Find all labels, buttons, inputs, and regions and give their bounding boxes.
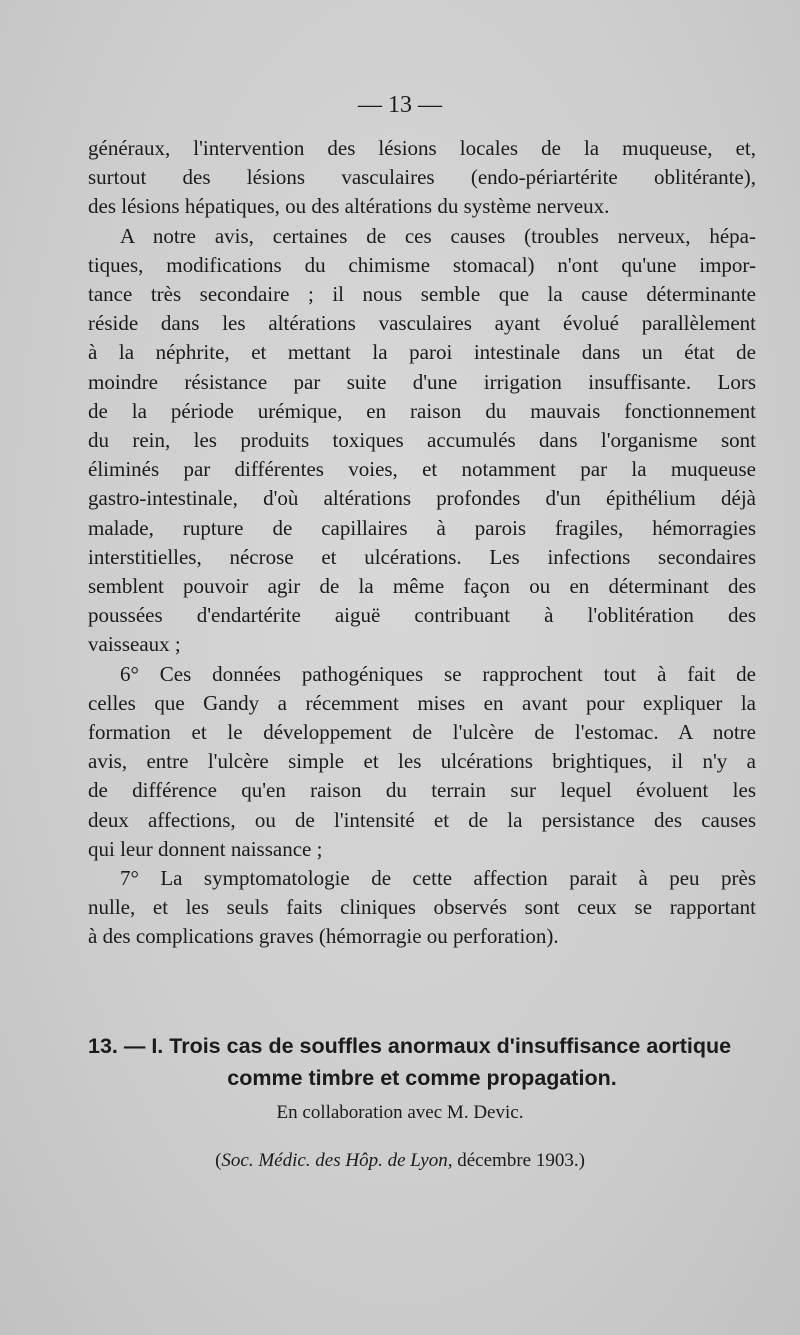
text-line: des lésions hépatiques, ou des altérations du système nerveux. (88, 194, 610, 219)
page-number: — 13 — (358, 92, 442, 118)
text-line: de différence qu'en raison du terrain sur lequel évoluent les (88, 778, 756, 803)
text-line: avis, entre l'ulcère simple et les ulcérations brightiques, il n'y a (88, 749, 756, 774)
text-line: semblent pouvoir agir de la même façon ou en déterminant des (88, 574, 756, 599)
section-heading-line-1: 13. — I. Trois cas de souffles anormaux d'insuffisance aortique (88, 1034, 732, 1058)
text-line: formation et le développement de l'ulcère de l'estomac. A notre (88, 720, 756, 745)
text-line: celles que Gandy a récemment mises en avant pour expliquer la (88, 690, 756, 715)
text-line: 7° La symptomatologie de cette affection parait à peu près (120, 866, 756, 891)
text-line: vaisseaux ; (88, 632, 181, 657)
text-line: interstitielles, nécrose et ulcérations. Les infections secondaires (88, 544, 756, 569)
text-line: poussées d'endartérite aiguë contribuant à l'oblitération des (88, 603, 756, 628)
section-heading-line-2: comme timbre et comme propagation. (227, 1066, 617, 1090)
text-line: à la néphrite, et mettant la paroi intestinale dans un état de (88, 340, 756, 365)
text-line: tiques, modifications du chimisme stomacal) n'ont qu'une impor- (88, 252, 756, 277)
text-line: réside dans les altérations vasculaires ayant évolué parallèlement (88, 311, 756, 336)
text-line: éliminés par différentes voies, et notamment par la muqueuse (88, 457, 756, 482)
citation-journal: Soc. Médic. des Hôp. de Lyon, (221, 1150, 453, 1171)
text-line: deux affections, ou de l'intensité et de la persistance des causes (88, 807, 756, 832)
text-line: 6° Ces données pathogéniques se rapprochent tout à fait de (120, 661, 756, 686)
section-heading (88, 1030, 756, 1094)
text-line: tance très secondaire ; il nous semble que la cause déterminante (88, 282, 756, 307)
text-line: malade, rupture de capillaires à parois fragiles, hémorragies (88, 515, 756, 540)
text-line: de la période urémique, en raison du mauvais fonctionnement (88, 398, 756, 423)
text-line: qui leur donnent naissance ; (88, 836, 323, 861)
text-line: A notre avis, certaines de ces causes (troubles nerveux, hépa- (120, 223, 756, 248)
citation-open: ( (215, 1150, 222, 1171)
text-line: généraux, l'intervention des lésions locales de la muqueuse, et, (88, 136, 756, 160)
text-line: moindre résistance par suite d'une irrigation insuffisante. Lors (88, 369, 756, 394)
collaboration-note: En collaboration avec M. Devic. (276, 1102, 524, 1123)
citation-date: décembre 1903.) (452, 1150, 585, 1171)
text-line: surtout des lésions vasculaires (endo-périartérite oblitérante), (88, 165, 756, 190)
citation (0, 1150, 800, 1172)
text-line: nulle, et les seuls faits cliniques observés sont ceux se rapportant (88, 895, 756, 920)
text-line: à des complications graves (hémorragie ou perforation). (88, 924, 559, 949)
body-text (88, 134, 756, 952)
text-line: du rein, les produits toxiques accumulés dans l'organisme sont (88, 428, 756, 453)
text-line: gastro-intestinale, d'où altérations profondes d'un épithélium déjà (88, 486, 756, 511)
